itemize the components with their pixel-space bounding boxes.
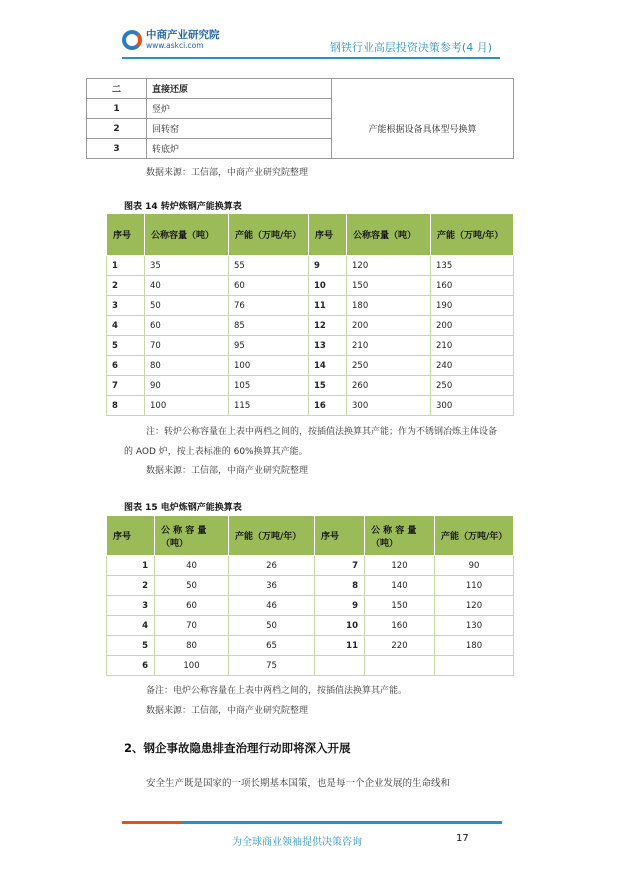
table-cell: 80 bbox=[145, 356, 229, 376]
table-cell: 75 bbox=[229, 656, 315, 676]
table-cell: 90 bbox=[145, 376, 229, 396]
table-cell: 10 bbox=[315, 616, 365, 636]
header-cell: 公 称 容 量（吨） bbox=[365, 516, 435, 556]
logo-url: www.askci.com bbox=[146, 41, 204, 50]
header-cell: 公称容量（吨） bbox=[145, 214, 229, 256]
table-row bbox=[107, 656, 514, 676]
table-cell: 200 bbox=[431, 316, 514, 336]
table-cell: 4 bbox=[107, 316, 145, 336]
table-row bbox=[107, 276, 514, 296]
table-cell: 180 bbox=[435, 636, 514, 656]
table-cell: 13 bbox=[309, 336, 347, 356]
table-cell: 120 bbox=[365, 556, 435, 576]
table-cell: 50 bbox=[155, 576, 229, 596]
table-cell: 3 bbox=[107, 596, 155, 616]
table-cell: 3 bbox=[87, 139, 147, 159]
table-cell: 300 bbox=[347, 396, 431, 416]
page-header bbox=[0, 0, 620, 64]
table-cell: 210 bbox=[347, 336, 431, 356]
table-cell: 85 bbox=[229, 316, 309, 336]
table-cell: 9 bbox=[315, 596, 365, 616]
table-cell: 240 bbox=[431, 356, 514, 376]
table-cell: 35 bbox=[145, 256, 229, 276]
table-cell: 120 bbox=[435, 596, 514, 616]
table-cell: 160 bbox=[431, 276, 514, 296]
table-row bbox=[107, 396, 514, 416]
table-row bbox=[107, 296, 514, 316]
table-cell: 115 bbox=[229, 396, 309, 416]
section-heading: 2、钢企事故隐患排查治理行动即将深入开展 bbox=[124, 741, 351, 755]
table-cell: 2 bbox=[107, 276, 145, 296]
table-cell: 130 bbox=[435, 616, 514, 636]
table-cell: 90 bbox=[435, 556, 514, 576]
header-cell: 序号 bbox=[315, 516, 365, 556]
table-cell: 11 bbox=[309, 296, 347, 316]
table-cell: 8 bbox=[315, 576, 365, 596]
table-cell: 55 bbox=[229, 256, 309, 276]
table-cell: 46 bbox=[229, 596, 315, 616]
table-cell bbox=[315, 656, 365, 676]
table15-note: 备注：电炉公称容量在上表中两档之间的，按插值法换算其产能。 bbox=[146, 686, 408, 696]
table-cell: 16 bbox=[309, 396, 347, 416]
table-cell: 40 bbox=[155, 556, 229, 576]
table-cell: 6 bbox=[107, 656, 155, 676]
table-cell: 1 bbox=[87, 99, 147, 119]
table-cell: 转底炉 bbox=[147, 139, 332, 159]
table-cell: 135 bbox=[431, 256, 514, 276]
table-row bbox=[107, 256, 514, 276]
table-cell: 9 bbox=[309, 256, 347, 276]
table-cell: 3 bbox=[107, 296, 145, 316]
eaf-capacity-table bbox=[106, 515, 514, 676]
table-cell: 12 bbox=[309, 316, 347, 336]
page-number: 17 bbox=[456, 833, 469, 844]
table-cell: 100 bbox=[145, 396, 229, 416]
table-row bbox=[107, 556, 514, 576]
table-cell: 180 bbox=[347, 296, 431, 316]
table-cell: 250 bbox=[347, 356, 431, 376]
logo-mark-icon bbox=[122, 30, 142, 50]
table-cell: 竖炉 bbox=[147, 99, 332, 119]
table-cell: 260 bbox=[347, 376, 431, 396]
table-row bbox=[107, 376, 514, 396]
logo bbox=[122, 30, 220, 50]
table-cell: 40 bbox=[145, 276, 229, 296]
table-cell: 11 bbox=[315, 636, 365, 656]
table-row bbox=[107, 316, 514, 336]
table-cell: 7 bbox=[107, 376, 145, 396]
header-cell: 公 称 容 量（吨） bbox=[155, 516, 229, 556]
table-cell: 210 bbox=[431, 336, 514, 356]
table15-caption: 图表 15 电炉炼钢产能换算表 bbox=[124, 503, 242, 513]
table-cell: 160 bbox=[365, 616, 435, 636]
table-cell: 2 bbox=[87, 119, 147, 139]
header-divider bbox=[122, 57, 500, 59]
table-row bbox=[107, 356, 514, 376]
table-cell: 2 bbox=[107, 576, 155, 596]
table-cell bbox=[435, 656, 514, 676]
section-label: 直接还原 bbox=[147, 79, 332, 99]
table-cell: 190 bbox=[431, 296, 514, 316]
header-cell: 产能（万吨/年） bbox=[229, 214, 309, 256]
table-cell: 8 bbox=[107, 396, 145, 416]
table-cell: 100 bbox=[155, 656, 229, 676]
table-cell: 50 bbox=[229, 616, 315, 636]
table-cell: 60 bbox=[155, 596, 229, 616]
header-cell: 序号 bbox=[107, 516, 155, 556]
table-cell: 回转窑 bbox=[147, 119, 332, 139]
body-paragraph: 安全生产既是国家的一项长期基本国策，也是每一个企业发展的生命线和 bbox=[146, 778, 451, 789]
header-cell: 序号 bbox=[107, 214, 145, 256]
table-cell: 65 bbox=[229, 636, 315, 656]
header-cell: 产能（万吨/年） bbox=[431, 214, 514, 256]
footer-accent bbox=[122, 821, 182, 824]
table-cell: 50 bbox=[145, 296, 229, 316]
table-cell: 140 bbox=[365, 576, 435, 596]
table14-note: 注：转炉公称容量在上表中两档之间的，按插值法换算其产能；作为不锈钢冶炼主体设备的 AOD 炉，按上表标准的 60%换算其产能。 bbox=[124, 427, 498, 457]
table-row bbox=[107, 616, 514, 636]
table-cell: 100 bbox=[229, 356, 309, 376]
table-row bbox=[107, 596, 514, 616]
table-row bbox=[107, 576, 514, 596]
table-cell: 150 bbox=[365, 596, 435, 616]
section-no: 二 bbox=[87, 79, 147, 99]
converter-capacity-table bbox=[106, 213, 514, 416]
table-cell: 105 bbox=[229, 376, 309, 396]
table-cell: 10 bbox=[309, 276, 347, 296]
table-row bbox=[107, 336, 514, 356]
table-cell: 36 bbox=[229, 576, 315, 596]
header-cell: 公称容量（吨） bbox=[347, 214, 431, 256]
table-cell: 60 bbox=[229, 276, 309, 296]
table-cell: 7 bbox=[315, 556, 365, 576]
data-source: 数据来源：工信部，中商产业研究院整理 bbox=[146, 706, 309, 716]
table-cell bbox=[365, 656, 435, 676]
table-cell: 1 bbox=[107, 256, 145, 276]
table-cell: 110 bbox=[435, 576, 514, 596]
table-cell: 250 bbox=[431, 376, 514, 396]
table-cell: 150 bbox=[347, 276, 431, 296]
table-cell: 4 bbox=[107, 616, 155, 636]
table-cell: 120 bbox=[347, 256, 431, 276]
table-cell: 70 bbox=[145, 336, 229, 356]
table-cell: 6 bbox=[107, 356, 145, 376]
table-cell: 70 bbox=[155, 616, 229, 636]
table-cell: 200 bbox=[347, 316, 431, 336]
reduction-table bbox=[86, 78, 514, 159]
header-title: 钢铁行业高层投资决策参考(4 月) bbox=[329, 41, 492, 54]
header-cell: 产能（万吨/年） bbox=[229, 516, 315, 556]
table-cell: 300 bbox=[431, 396, 514, 416]
merged-note: 产能根据设备具体型号换算 bbox=[332, 99, 514, 159]
logo-name: 中商产业研究院 bbox=[146, 29, 220, 41]
table-cell: 26 bbox=[229, 556, 315, 576]
header-cell: 序号 bbox=[309, 214, 347, 256]
data-source: 数据来源：工信部，中商产业研究院整理 bbox=[146, 168, 309, 178]
table14-caption: 图表 14 转炉炼钢产能换算表 bbox=[124, 202, 242, 212]
table-cell: 5 bbox=[107, 636, 155, 656]
table-cell: 220 bbox=[365, 636, 435, 656]
table-cell: 95 bbox=[229, 336, 309, 356]
data-source: 数据来源：工信部，中商产业研究院整理 bbox=[146, 466, 309, 476]
table-cell: 76 bbox=[229, 296, 309, 316]
header-cell: 产能（万吨/年） bbox=[435, 516, 514, 556]
table-cell: 14 bbox=[309, 356, 347, 376]
table-cell: 80 bbox=[155, 636, 229, 656]
table-cell: 15 bbox=[309, 376, 347, 396]
table-cell: 60 bbox=[145, 316, 229, 336]
footer-slogan: 为全球商业领袖提供决策咨询 bbox=[232, 837, 362, 848]
table-cell: 1 bbox=[107, 556, 155, 576]
table-row bbox=[107, 636, 514, 656]
table-cell: 5 bbox=[107, 336, 145, 356]
